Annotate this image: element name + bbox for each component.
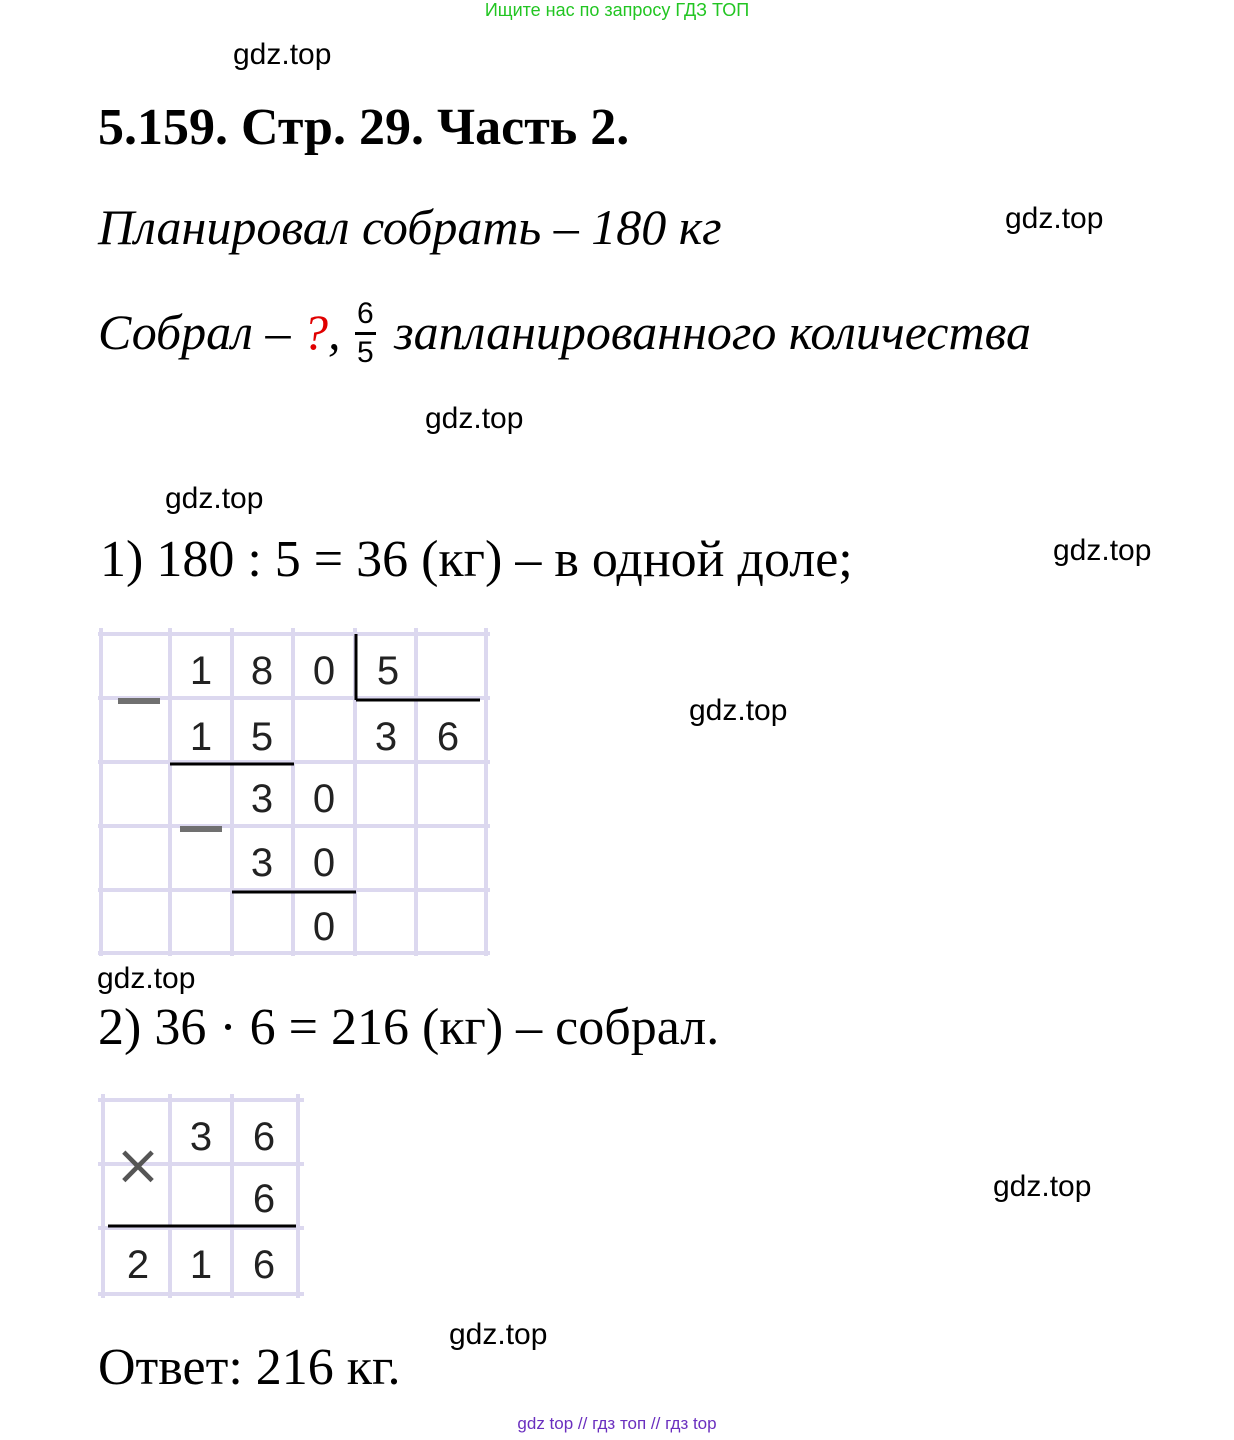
given-planned: Планировал собрать – 180 кг xyxy=(98,199,722,255)
remainder-digit: 0 xyxy=(312,905,336,949)
dividend-digit: 1 xyxy=(189,649,213,693)
fraction-numerator: 6 xyxy=(355,296,376,335)
rem1-digit: 3 xyxy=(250,777,274,821)
watermark: gdz.top xyxy=(1053,534,1152,567)
divisor-digit: 5 xyxy=(376,649,400,693)
product-digit: 1 xyxy=(189,1243,213,1287)
watermark: gdz.top xyxy=(97,962,196,995)
grid-lines xyxy=(98,628,490,956)
product-digit: 2 xyxy=(126,1243,150,1287)
multiplication-grid xyxy=(98,1094,308,1300)
factor2-digit: 6 xyxy=(252,1177,276,1221)
answer: Ответ: 216 кг. xyxy=(98,1339,401,1396)
sub1-digit: 5 xyxy=(250,715,274,759)
fraction-denominator: 5 xyxy=(356,336,374,369)
watermark: gdz.top xyxy=(233,38,332,71)
long-division-svg xyxy=(98,628,490,958)
watermark: gdz.top xyxy=(1005,202,1104,235)
unknown-mark: ? xyxy=(302,303,328,360)
watermark: gdz.top xyxy=(689,694,788,727)
watermark: gdz.top xyxy=(425,402,524,435)
rem1-digit: 0 xyxy=(312,777,336,821)
watermark: gdz.top xyxy=(993,1170,1092,1203)
given-collected-rest: запланированного количества xyxy=(381,303,1031,360)
footer-links[interactable]: gdz top // гдз топ // гдз top xyxy=(517,1414,717,1433)
sub1-digit: 1 xyxy=(189,715,213,759)
minus-sign-1 xyxy=(118,698,160,704)
long-division-grid xyxy=(98,628,490,958)
top-banner[interactable]: Ищите нас по запросу ГДЗ ТОП xyxy=(484,0,750,20)
given-collected-label: Собрал – xyxy=(98,303,303,360)
quotient-digit: 3 xyxy=(374,715,398,759)
fraction xyxy=(355,296,376,371)
watermark: gdz.top xyxy=(449,1318,548,1351)
dividend-digit: 8 xyxy=(250,649,274,693)
multiply-sign: × xyxy=(114,1133,162,1198)
step-1: 1) 180 : 5 = 36 (кг) – в одной доле; xyxy=(100,531,853,588)
minus-sign-2 xyxy=(180,826,222,832)
product-digit: 6 xyxy=(252,1243,276,1287)
watermark: gdz.top xyxy=(165,482,264,515)
dividend-digit: 0 xyxy=(312,649,336,693)
sub2-digit: 0 xyxy=(312,841,336,885)
sub2-digit: 3 xyxy=(250,841,274,885)
quotient-digit: 6 xyxy=(436,715,460,759)
multiplication-svg xyxy=(98,1094,308,1300)
given-collected xyxy=(98,297,1031,375)
factor1-digit: 6 xyxy=(252,1115,276,1159)
step-2: 2) 36 · 6 = 216 (кг) – собрал. xyxy=(98,999,720,1056)
factor1-digit: 3 xyxy=(189,1115,213,1159)
comma: , xyxy=(327,303,353,360)
problem-title: 5.159. Стр. 29. Часть 2. xyxy=(98,99,630,156)
